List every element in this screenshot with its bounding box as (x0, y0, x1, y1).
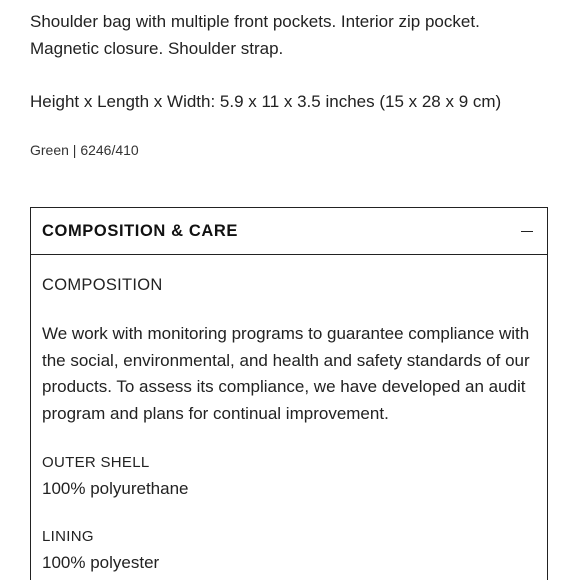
outer-shell-label: OUTER SHELL (42, 454, 150, 471)
outer-shell-value: 100% polyurethane (42, 479, 189, 498)
product-description: Shoulder bag with multiple front pockets. Interior zip pocket. Magnetic closure. Shoulder strap. (30, 12, 480, 58)
compliance-paragraph: We work with monitoring programs to guarantee compliance with the social, environmental, and health and safety standards of our products. To assess its compliance, we have developed an audit program and plans for continual improvement. (42, 324, 530, 423)
product-dimensions: Height x Length x Width: 5.9 x 11 x 3.5 inches (15 x 28 x 9 cm) (30, 92, 502, 111)
accordion-title: COMPOSITION & CARE (42, 221, 238, 240)
composition-heading: COMPOSITION (42, 276, 163, 294)
composition-care-accordion-header[interactable] (31, 208, 547, 255)
product-color-reference: Green | 6246/410 (30, 142, 139, 158)
composition-care-accordion (30, 207, 548, 580)
lining-value: 100% polyester (42, 553, 160, 572)
minus-icon[interactable] (521, 231, 533, 232)
lining-label: LINING (42, 528, 94, 545)
